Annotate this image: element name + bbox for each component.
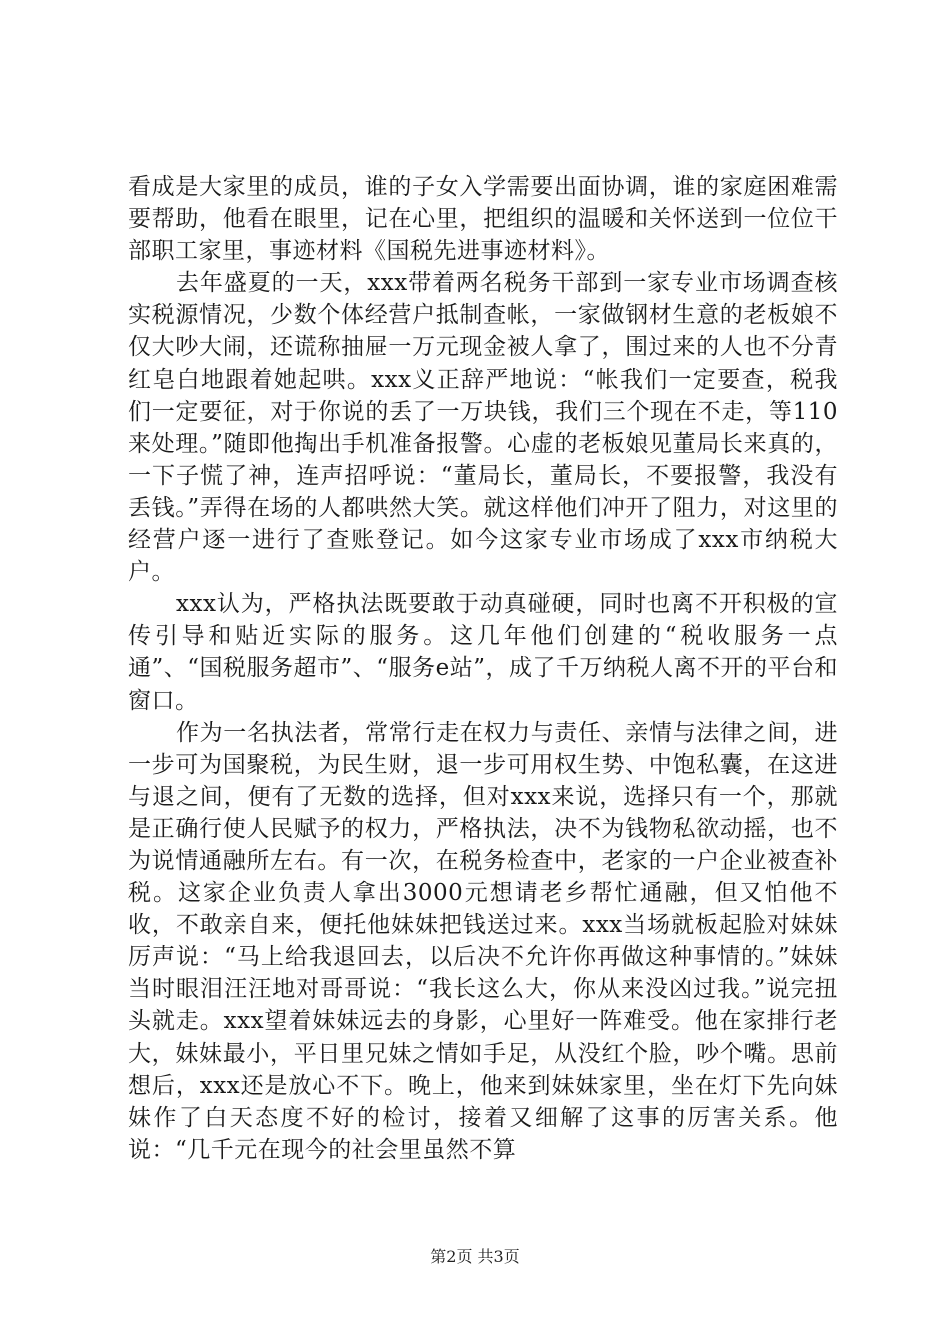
- paragraph-2: 去年盛夏的一天，xxx带着两名税务干部到一家专业市场调查核实税源情况，少数个体经营户抵制查帐，一家做钢材生意的老板娘不仅大吵大闹，还谎称抽屉一万元现金被人拿了，围过来的人也不分青红皂白地跟着她起哄。xxx义正辞严地说：“帐我们一定要查，税我们一定要征，对于你说的丢了一万块钱，我们三个现在不走，等110来处理。”随即他掏出手机准备报警。心虚的老板娘见董局长来真的，一下子慌了神，连声招呼说：“董局长，董局长，不要报警，我没有丢钱。”弄得在场的人都哄然大笑。就这样他们冲开了阻力，对这里的经营户逐一进行了查账登记。如今这家专业市场成了xxx市纳税大户。: [128, 270, 838, 586]
- document-body: [128, 171, 838, 1166]
- paragraph-4: 作为一名执法者，常常行走在权力与责任、亲情与法律之间，进一步可为国聚税，为民生财，退一步可用权生势、中饱私囊，在这进与退之间，便有了无数的选择，但对xxx来说，选择只有一个，那就是正确行使人民赋予的权力，严格执法，决不为钱物私欲动摇，也不为说情通融所左右。有一次，在税务检查中，老家的一户企业被查补税。这家企业负责人拿出3000元想请老乡帮忙通融，但又怕他不收，不敢亲自来，便托他妹妹把钱送过来。xxx当场就板起脸对妹妹厉声说：“马上给我退回去，以后决不允许你再做这种事情的。”妹妹当时眼泪汪汪地对哥哥说：“我长这么大，你从来没凶过我。”说完扭头就走。xxx望着妹妹远去的身影，心里好一阵难受。他在家排行老大，妹妹最小，平日里兄妹之情如手足，从没红个脸，吵个嘴。思前想后，xxx还是放心不下。晚上，他来到妹妹家里，坐在灯下先向妹妹作了白天态度不好的检讨，接着又细解了这事的厉害关系。他说：“几千元在现今的社会里虽然不算: [128, 719, 838, 1163]
- paragraph-1: 看成是大家里的成员，谁的子女入学需要出面协调，谁的家庭困难需要帮助，他看在眼里，记在心里，把组织的温暖和关怀送到一位位干部职工家里，事迹材料《国税先进事迹材料》。: [128, 174, 838, 265]
- paragraph-3: xxx认为，严格执法既要敢于动真碰硬，同时也离不开积极的宣传引导和贴近实际的服务。这几年他们创建的“税收服务一点通”、“国税服务超市”、“服务e站”，成了千万纳税人离不开的平台和窗口。: [128, 591, 838, 714]
- page-number-footer: 第2页 共3页: [430, 1247, 520, 1266]
